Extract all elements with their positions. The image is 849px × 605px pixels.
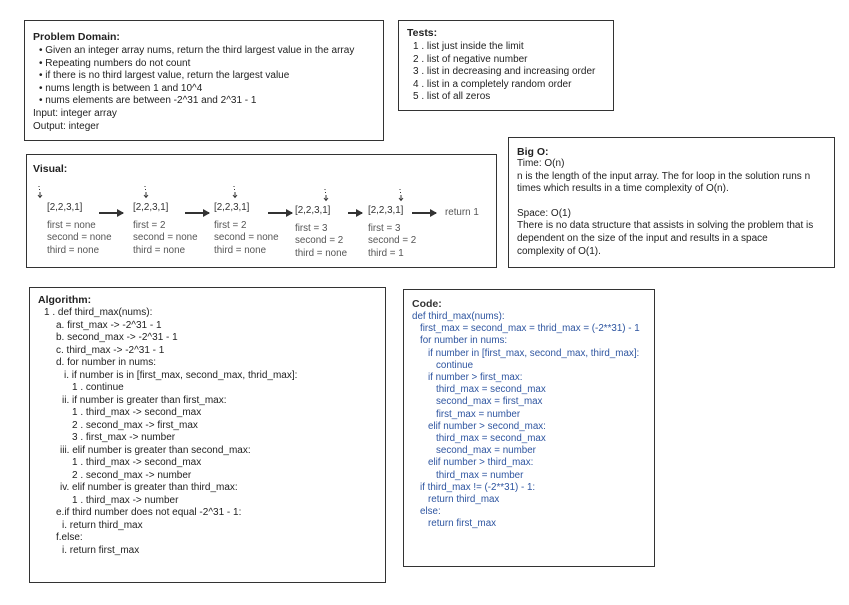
code-line: continue — [436, 359, 474, 371]
algorithm-title: Algorithm: — [38, 294, 92, 306]
code-line: def third_max(nums): — [412, 311, 505, 322]
big-o-space-desc: complexity of O(1). — [517, 245, 601, 257]
algorithm-line: a. first_max -> -2^31 - 1 — [56, 319, 162, 331]
algorithm-line: c. third_max -> -2^31 - 1 — [56, 344, 165, 356]
problem-bullet: • nums length is between 1 and 10^4 — [39, 82, 203, 94]
code-line: else: — [420, 506, 441, 518]
code-line: first_max = number — [436, 408, 521, 420]
code-line: third_max = second_max — [436, 433, 546, 445]
big-o-space-desc: dependent on the size of the input and results in a space — [517, 232, 768, 244]
algorithm-line: iii. elif number is greater than second_max: — [60, 444, 251, 456]
code-line: second_max = number — [436, 445, 536, 457]
test-item: 3 . list in decreasing and increasing order — [413, 66, 596, 78]
visual-step: [2,2,3,1] first = 2 second = none third = none — [214, 202, 279, 256]
code-line: elif number > third_max: — [428, 457, 534, 469]
big-o-space: Space: O(1) — [517, 207, 571, 219]
big-o-time-desc: times which results in a time complexity of O(n). — [517, 183, 729, 195]
test-item: 5 . list of all zeros — [413, 91, 491, 103]
visual-step: [2,2,3,1] first = none second = none third = none — [47, 202, 112, 256]
algorithm-line: 1 . continue — [72, 382, 124, 393]
algorithm-line: 1 . third_max -> number — [72, 494, 179, 506]
pointer-icon — [142, 185, 150, 199]
big-o-time: Time: O(n) — [517, 158, 565, 169]
code-line: second_max = first_max — [436, 396, 543, 408]
big-o-box — [508, 137, 835, 268]
code-line: return third_max — [428, 494, 500, 506]
code-title: Code: — [412, 298, 442, 310]
problem-input: Input: integer array — [33, 108, 117, 119]
algorithm-line: i. return first_max — [62, 544, 140, 556]
algorithm-line: f.else: — [56, 532, 83, 543]
visual-step: [2,2,3,1] first = 2 second = none third = none — [133, 202, 198, 256]
big-o-space-desc: There is no data structure that assists in solving the problem that is — [517, 220, 814, 232]
problem-bullet: • Given an integer array nums, return the third largest value in the array — [39, 45, 355, 56]
visual-result: return 1 — [445, 207, 479, 218]
code-line: return first_max — [428, 518, 497, 530]
big-o-title: Big O: — [517, 146, 549, 158]
visual-title: Visual: — [33, 163, 68, 175]
tests-box — [398, 20, 614, 111]
code-box — [403, 289, 655, 567]
algorithm-line: 1 . def third_max(nums): — [44, 307, 153, 318]
algorithm-line: 2 . second_max -> number — [72, 469, 192, 481]
tests-title: Tests: — [407, 27, 438, 39]
arrow-icon — [99, 212, 123, 214]
problem-domain-box — [24, 20, 384, 141]
algorithm-box — [29, 287, 386, 583]
algorithm-line: ii. if number is greater than first_max: — [62, 394, 227, 406]
arrow-icon — [185, 212, 209, 214]
pointer-icon — [36, 185, 44, 199]
algorithm-line: 1 . third_max -> second_max — [72, 407, 202, 418]
algorithm-line: 3 . first_max -> number — [72, 432, 176, 443]
pointer-icon — [322, 188, 330, 202]
code-line: if number in [first_max, second_max, third_max]: — [428, 347, 640, 359]
problem-bullets — [39, 45, 354, 108]
algorithm-lines — [44, 307, 297, 557]
algorithm-line: 1 . third_max -> second_max — [72, 457, 202, 468]
algorithm-line: i. if number is in [first_max, second_max, thrid_max]: — [64, 369, 298, 381]
code-lines — [412, 311, 640, 531]
algorithm-line: i. return third_max — [62, 519, 143, 531]
code-line: third_max = second_max — [436, 384, 546, 396]
test-item: 1 . list just inside the limit — [413, 41, 524, 52]
test-item: 4 . list in a completely random order — [413, 78, 572, 90]
code-line: for number in nums: — [420, 335, 508, 347]
visual-step: [2,2,3,1] first = 3 second = 2 third = 1 — [368, 205, 417, 259]
pointer-icon — [397, 188, 405, 202]
code-line: if number > first_max: — [428, 372, 523, 384]
problem-bullet: • if there is no third largest value, return the largest value — [39, 70, 290, 82]
big-o-time-desc: n is the length of the input array. The for loop in the solution runs n — [517, 170, 811, 182]
problem-bullet: • Repeating numbers do not count — [39, 57, 191, 69]
problem-domain-title: Problem Domain: — [33, 31, 120, 43]
problem-output: Output: integer — [33, 121, 100, 132]
big-o-text — [517, 158, 813, 258]
code-line: third_max = number — [436, 469, 524, 481]
visual-box — [26, 154, 497, 268]
algorithm-line: 2 . second_max -> first_max — [72, 419, 198, 431]
algorithm-line: d. for number in nums: — [56, 357, 157, 368]
visual-step: [2,2,3,1] first = 3 second = 2 third = none — [295, 205, 348, 259]
test-item: 2 . list of negative number — [413, 53, 528, 65]
arrow-icon — [268, 212, 292, 214]
algorithm-line: b. second_max -> -2^31 - 1 — [56, 332, 178, 343]
pointer-icon — [231, 185, 239, 199]
algorithm-line: iv. elif number is greater than third_max: — [60, 482, 238, 493]
problem-bullet: • nums elements are between -2^31 and 2^31 - 1 — [39, 95, 257, 107]
arrow-icon — [348, 212, 362, 214]
tests-list — [413, 41, 595, 104]
arrow-icon — [412, 212, 436, 214]
algorithm-line: e.if third number does not equal -2^31 - 1: — [56, 507, 242, 518]
code-line: if third_max != (-2**31) - 1: — [420, 481, 536, 493]
code-line: elif number > second_max: — [428, 420, 546, 432]
code-line: first_max = second_max = thrid_max = (-2**31) - 1 — [420, 323, 640, 335]
